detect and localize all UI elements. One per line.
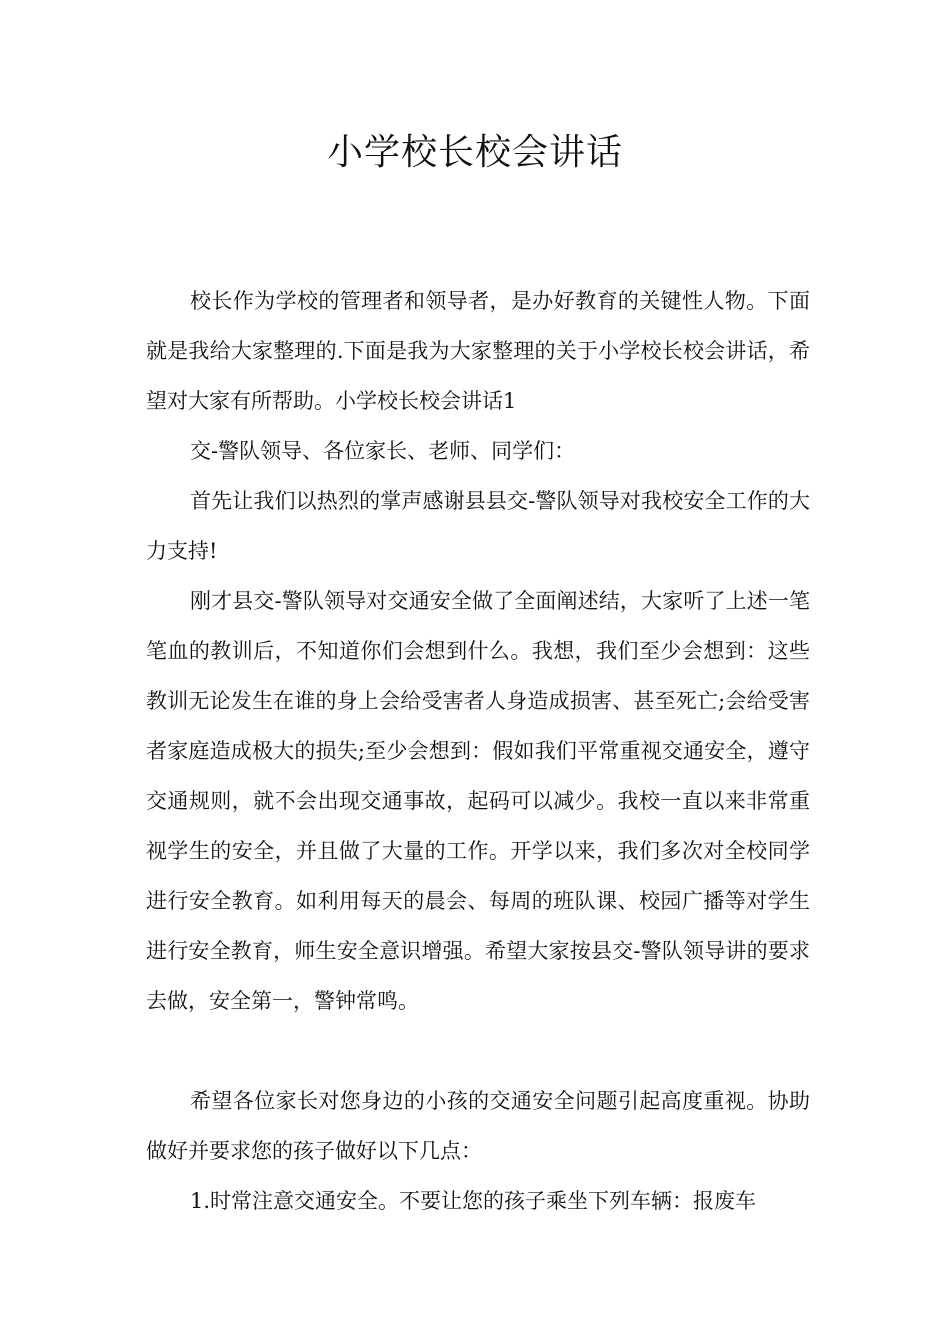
paragraph-thanks: 首先让我们以热烈的掌声感谢县县交-警队领导对我校安全工作的大力支持! bbox=[146, 489, 810, 563]
document-title: 小学校长校会讲话 bbox=[326, 132, 623, 173]
document-body bbox=[146, 276, 810, 1226]
paragraph-point-1: 1.时常注意交通安全。不要让您的孩子乘坐下列车辆：报废车 bbox=[190, 1189, 757, 1213]
paragraph-parents-request: 希望各位家长对您身边的小孩的交通安全问题引起高度重视。协助做好并要求您的孩子做好以下几点： bbox=[146, 1089, 810, 1163]
paragraph-safety-lessons: 刚才县交-警队领导对交通安全做了全面阐述结，大家听了上述一笔笔血的教训后，不知道你们会想到什么。我想，我们至少会想到：这些教训无论发生在谁的身上会给受害者人身造成损害、甚至死亡;会给受害者家庭造成极大的损失;至少会想到：假如我们平常重视交通安全，遵守交通规则，就不会出现交通事故，起码可以减少。我校一直以来非常重视学生的安全，并且做了大量的工作。开学以来，我们多次对全校同学进行安全教育。如利用每天的晨会、每周的班队课、校园广播等对学生进行安全教育，师生安全意识增强。希望大家按县交-警队领导讲的要求去做，安全第一，警钟常鸣。 bbox=[146, 589, 810, 1013]
paragraph-salutation: 交-警队领导、各位家长、老师、同学们： bbox=[190, 439, 576, 463]
paragraph-intro: 校长作为学校的管理者和领导者，是办好教育的关键性人物。下面就是我给大家整理的.下面是我为大家整理的关于小学校长校会讲话，希望对大家有所帮助。小学校长校会讲话1 bbox=[146, 289, 810, 413]
paragraph-spacer bbox=[146, 1026, 810, 1076]
